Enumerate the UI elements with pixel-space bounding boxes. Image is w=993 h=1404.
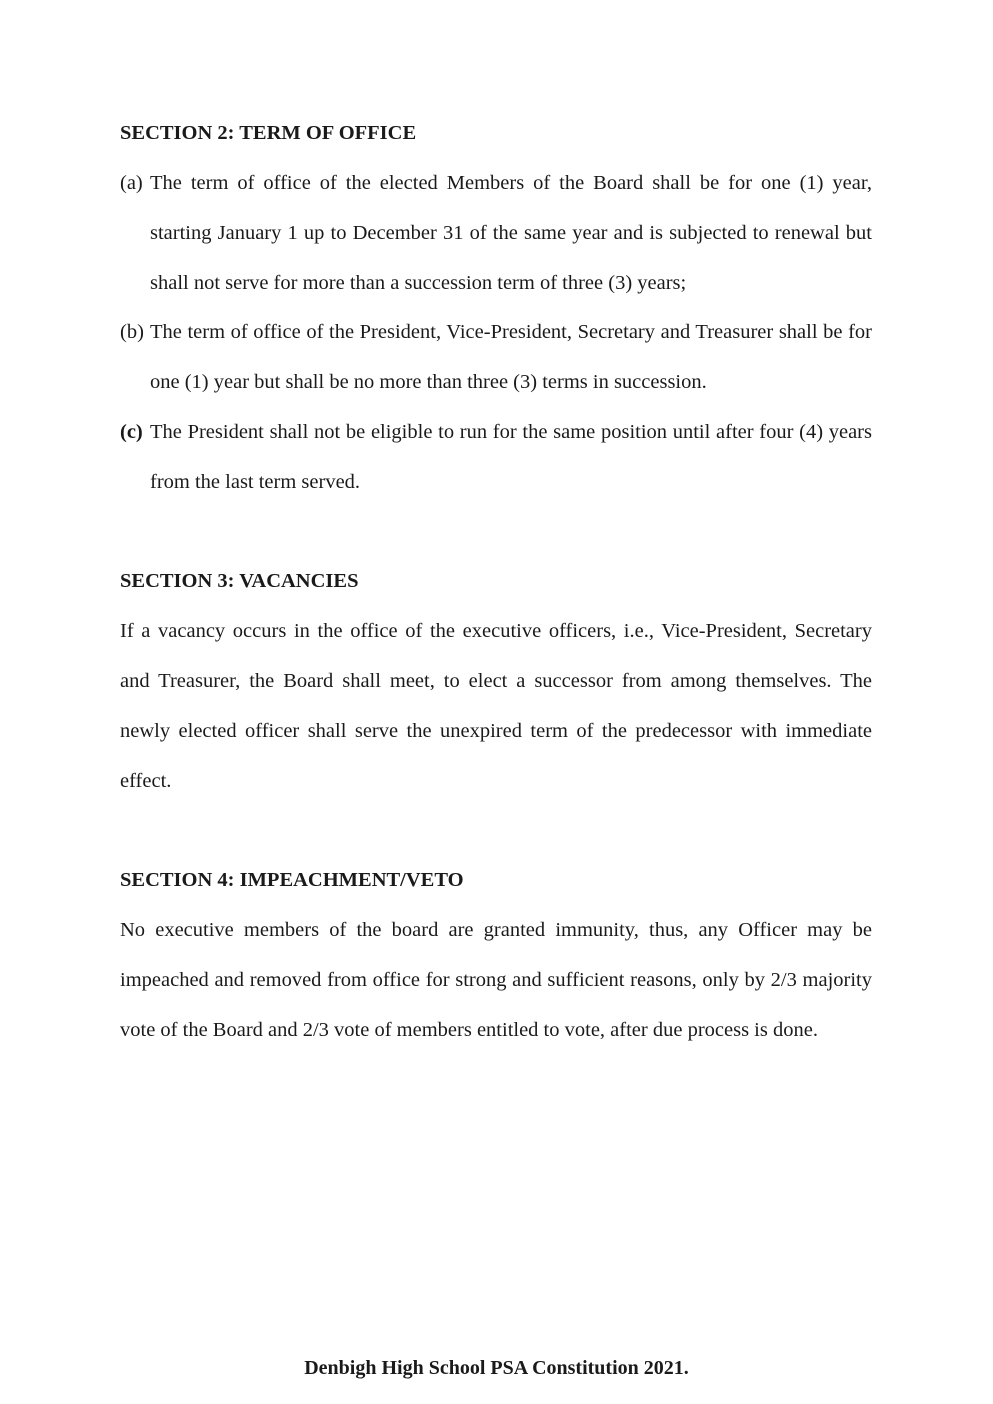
section-4-paragraph: No executive members of the board are granted immunity, thus, any Officer may be impeached and removed from office for strong and sufficient reasons, only by 2/3 majority vote of the Board and 2/3 vote of members entitled to vote, after due process is done.: [120, 919, 872, 1041]
page-footer: Denbigh High School PSA Constitution 2021.: [304, 1357, 689, 1379]
item-b-text: The term of office of the President, Vice-President, Secretary and Treasurer shall be for one (1) year but shall be no more than three (3) terms in succession.: [150, 321, 872, 393]
item-b-label: (b): [120, 321, 144, 343]
section-3-paragraph: If a vacancy occurs in the office of the executive officers, i.e., Vice-President, Secretary and Treasurer, the Board shall meet, to elect a successor from among themselves. The newly elected officer shall serve the unexpired term of the predecessor with immediate effect.: [120, 620, 872, 792]
item-a-label: (a): [120, 172, 143, 194]
section-2-item-c: [120, 407, 872, 507]
section-2-item-b: [120, 307, 872, 407]
section-4-heading: SECTION 4: IMPEACHMENT/VETO: [120, 869, 464, 891]
item-c-label: (c): [120, 421, 143, 443]
section-3-heading: SECTION 3: VACANCIES: [120, 570, 359, 592]
item-a-text: The term of office of the elected Members of the Board shall be for one (1) year, starting January 1 up to December 31 of the same year and is subjected to renewal but shall not serve for more than a succession term of three (3) years;: [150, 172, 872, 294]
section-2-heading: SECTION 2: TERM OF OFFICE: [120, 122, 417, 144]
section-2-item-a: [120, 158, 872, 308]
item-c-text: The President shall not be eligible to run for the same position until after four (4) years from the last term served.: [150, 421, 872, 493]
